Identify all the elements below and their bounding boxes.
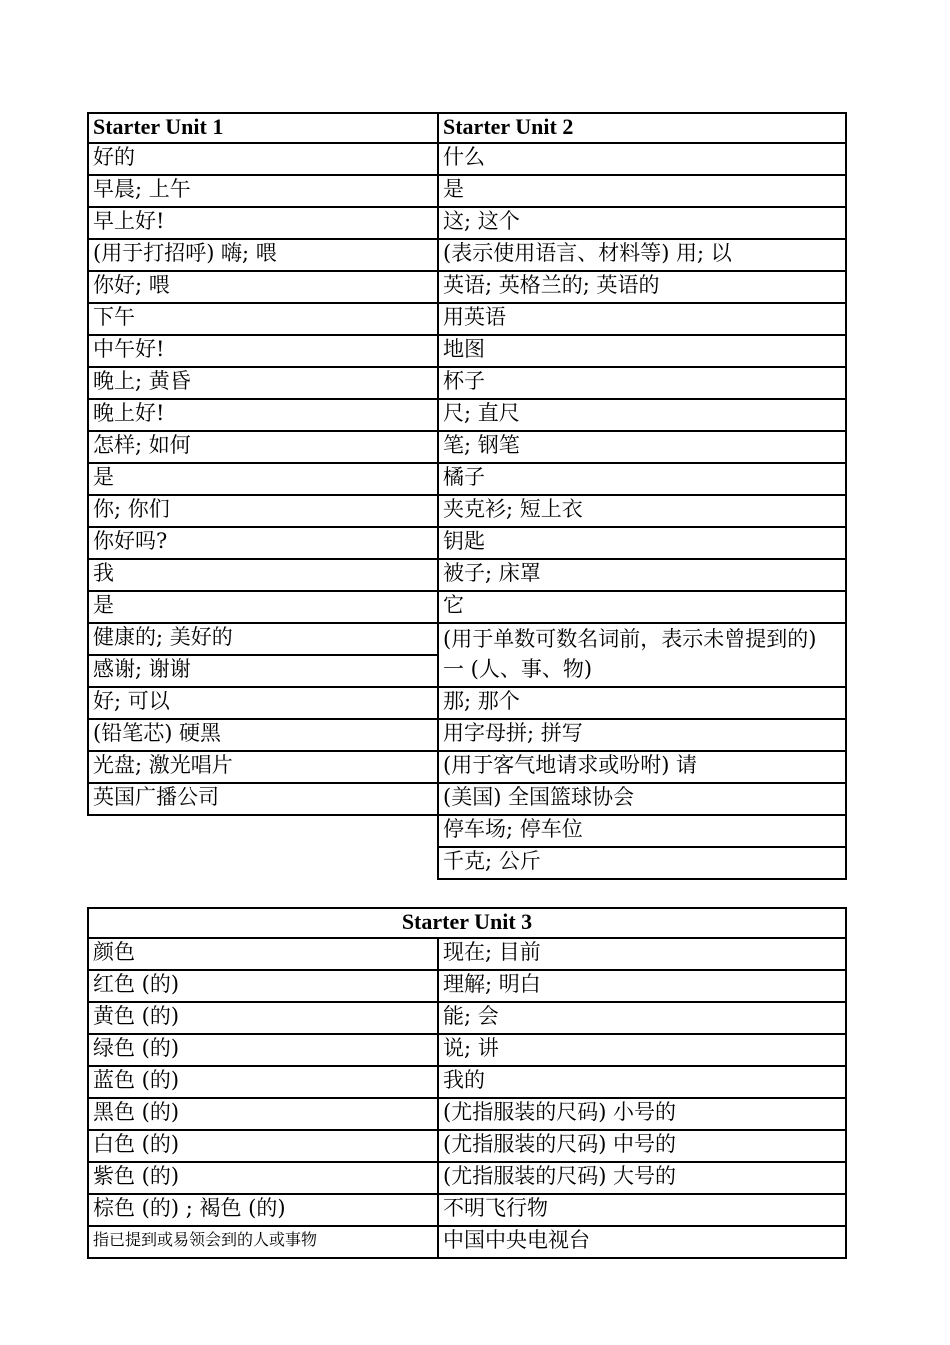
table-cell-left: 下午	[87, 304, 437, 336]
table-header-row	[87, 907, 847, 939]
vocab-table-units-1-2	[87, 112, 847, 873]
table-cell-left: 晚上; 黄昏	[87, 368, 437, 400]
table-cell-left: 棕色 (的) ; 褐色 (的)	[87, 1195, 437, 1227]
table-cell-left: 黄色 (的)	[87, 1003, 437, 1035]
table-cell-right: 被子; 床罩	[437, 560, 847, 592]
table-cell-left: 黑色 (的)	[87, 1099, 437, 1131]
table-cell-left: 中午好!	[87, 336, 437, 368]
header-unit-3: Starter Unit 3	[87, 907, 847, 939]
table-cell-right: 停车场; 停车位	[437, 816, 847, 848]
table-row	[87, 1099, 847, 1131]
table-header-row	[87, 112, 847, 144]
table-cell-right: 橘子	[437, 464, 847, 496]
table-cell-right: 地图	[437, 336, 847, 368]
table-cell-left: 我	[87, 560, 437, 592]
table-row	[87, 1035, 847, 1067]
table-cell-right: 它	[437, 592, 847, 624]
table-row	[87, 1067, 847, 1099]
table-cell-left: 紫色 (的)	[87, 1163, 437, 1195]
table-body	[87, 144, 847, 873]
vocab-table-unit-3	[87, 907, 847, 1259]
table-cell-left: 好; 可以	[87, 688, 437, 720]
table-cell-left: 是	[87, 592, 437, 624]
table-cell-right: 是	[437, 176, 847, 208]
table-cell-right: 那; 那个	[437, 688, 847, 720]
table-cell-left: 晚上好!	[87, 400, 437, 432]
table-cell-right: (用于客气地请求或吩咐) 请	[437, 752, 847, 784]
table-row	[87, 1163, 847, 1195]
table-cell-left: 是	[87, 464, 437, 496]
table-cell-right: 不明飞行物	[437, 1195, 847, 1227]
table-cell-left: (铅笔芯) 硬黑	[87, 720, 437, 752]
table-cell-right: 说; 讲	[437, 1035, 847, 1067]
table-cell-right: 中国中央电视台	[437, 1227, 847, 1259]
table-cell-right: (用于单数可数名词前，表示未曾提到的) 一 (人、事、物)	[437, 624, 847, 688]
table-cell-right: (尤指服装的尺码) 大号的	[437, 1163, 847, 1195]
table-cell-left: 怎样; 如何	[87, 432, 437, 464]
table-cell-left: 早上好!	[87, 208, 437, 240]
table-cell-right: 尺; 直尺	[437, 400, 847, 432]
table-cell-right: (尤指服装的尺码) 中号的	[437, 1131, 847, 1163]
table-cell-right: (表示使用语言、材料等) 用; 以	[437, 240, 847, 272]
table-cell-left: 你; 你们	[87, 496, 437, 528]
table-row	[87, 1195, 847, 1227]
table-cell-right: 用英语	[437, 304, 847, 336]
table-cell-left: 红色 (的)	[87, 971, 437, 1003]
table-cell-left: 绿色 (的)	[87, 1035, 437, 1067]
table-cell-left: 早晨; 上午	[87, 176, 437, 208]
table-cell-right: 用字母拼; 拼写	[437, 720, 847, 752]
table-cell-right: 千克; 公斤	[437, 848, 847, 880]
table-cell-left: 光盘; 激光唱片	[87, 752, 437, 784]
table-cell-left: 你好; 喂	[87, 272, 437, 304]
table-cell-right: 钥匙	[437, 528, 847, 560]
table-row	[87, 1131, 847, 1163]
table-cell-left: 指已提到或易领会到的人或事物	[87, 1227, 437, 1259]
table-row	[87, 1003, 847, 1035]
table-row	[87, 939, 847, 971]
table-cell-right: 理解; 明白	[437, 971, 847, 1003]
table-cell-right: (美国) 全国篮球协会	[437, 784, 847, 816]
table-row	[87, 1227, 847, 1259]
table-cell-right: 现在; 目前	[437, 939, 847, 971]
table-cell-right: 英语; 英格兰的; 英语的	[437, 272, 847, 304]
table-cell-right: (尤指服装的尺码) 小号的	[437, 1099, 847, 1131]
table-cell-right: 笔; 钢笔	[437, 432, 847, 464]
table-cell-left: 蓝色 (的)	[87, 1067, 437, 1099]
header-unit-1: Starter Unit 1	[87, 112, 437, 144]
table-cell-right: 能; 会	[437, 1003, 847, 1035]
table-cell-left: 颜色	[87, 939, 437, 971]
table-cell-left: 健康的; 美好的	[87, 624, 437, 656]
table-cell-left: (用于打招呼) 嗨; 喂	[87, 240, 437, 272]
table-cell-right: 夹克衫; 短上衣	[437, 496, 847, 528]
table-cell-right: 什么	[437, 144, 847, 176]
table-cell-right: 杯子	[437, 368, 847, 400]
table-cell-left: 英国广播公司	[87, 784, 437, 816]
table-row	[87, 971, 847, 1003]
table-cell-right: 我的	[437, 1067, 847, 1099]
header-unit-2: Starter Unit 2	[437, 112, 847, 144]
table-cell-left: 你好吗?	[87, 528, 437, 560]
table-cell-left: 好的	[87, 144, 437, 176]
table-cell-left: 白色 (的)	[87, 1131, 437, 1163]
table-cell-right: 这; 这个	[437, 208, 847, 240]
table-cell-left: 感谢; 谢谢	[87, 656, 437, 688]
